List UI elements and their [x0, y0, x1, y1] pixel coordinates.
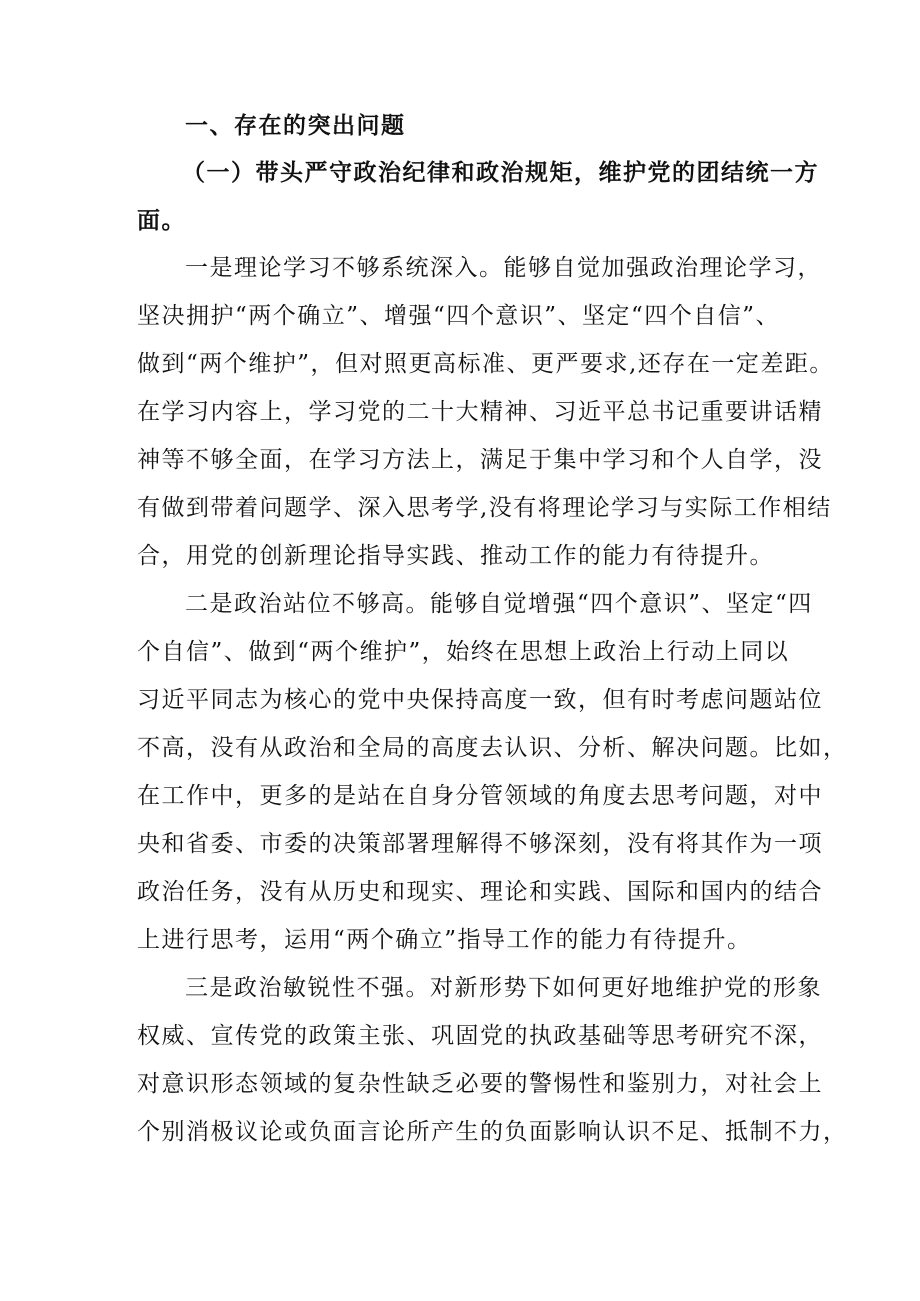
paragraph-line: 习近平同志为核心的党中央保持高度一致，但有时考虑问题站位 [137, 687, 823, 713]
paragraph-line: 合，用党的创新理论指导实践、推动工作的能力有待提升。 [137, 543, 774, 569]
paragraph-line: 对意识形态领域的复杂性缺乏必要的警惕性和鉴别力，对社会上 [137, 1071, 823, 1097]
paragraph-line: 政治任务，没有从历史和现实、理论和实践、国际和国内的结合 [137, 879, 823, 905]
paragraph-line: 个自信”、做到“两个维护”，始终在思想上政治上行动上同以 [137, 639, 790, 665]
subsection-heading [137, 149, 819, 245]
paragraph-line: 个别消极议论或负面言论所产生的负面影响认识不足、抵制不力， [137, 1119, 848, 1145]
subsection-heading-line: （一）带头严守政治纪律和政治规矩，维护党的团结统一方 [182, 159, 819, 186]
subsection-heading-line: 面。 [137, 207, 186, 234]
paragraph-line: 三是政治敏锐性不强。对新形势下如何更好地维护党的形象 [185, 975, 822, 1001]
paragraph-line: 在工作中，更多的是站在自身分管领域的角度去思考问题，对中 [137, 783, 823, 809]
paragraph-political-sensitivity [137, 964, 848, 1156]
paragraph-line: 有做到带着问题学、深入思考学,没有将理论学习与实际工作相结 [137, 495, 832, 521]
paragraph-line: 神等不够全面，在学习方法上，满足于集中学习和个人自学，没 [137, 447, 823, 473]
paragraph-line: 上进行思考，运用“两个确立”指导工作的能力有待提升。 [137, 927, 752, 953]
paragraph-line: 权威、宣传党的政策主张、巩固党的执政基础等思考研究不深， [137, 1023, 823, 1049]
paragraph-line: 央和省委、市委的决策部署理解得不够深刻，没有将其作为一项 [137, 831, 823, 857]
paragraph-line: 不高，没有从政治和全局的高度去认识、分析、解决问题。比如， [137, 735, 848, 761]
paragraph-line: 二是政治站位不够高。能够自觉增强“四个意识”、坚定“四 [185, 591, 813, 617]
paragraph-line: 做到“两个维护”，但对照更高标准、更严要求,还存在一定差距。 [137, 351, 834, 377]
paragraph-line: 一是理论学习不够系统深入。能够自觉加强政治理论学习， [185, 255, 822, 281]
paragraph-line: 在学习内容上，学习党的二十大精神、习近平总书记重要讲话精 [137, 399, 823, 425]
paragraph-line: 坚决拥护“两个确立”、增强“四个意识”、坚定“四个自信”、 [137, 303, 781, 329]
section-heading: 一、存在的突出问题 [185, 112, 406, 139]
paragraph-theory-study [137, 244, 834, 580]
paragraph-political-stance [137, 580, 848, 964]
